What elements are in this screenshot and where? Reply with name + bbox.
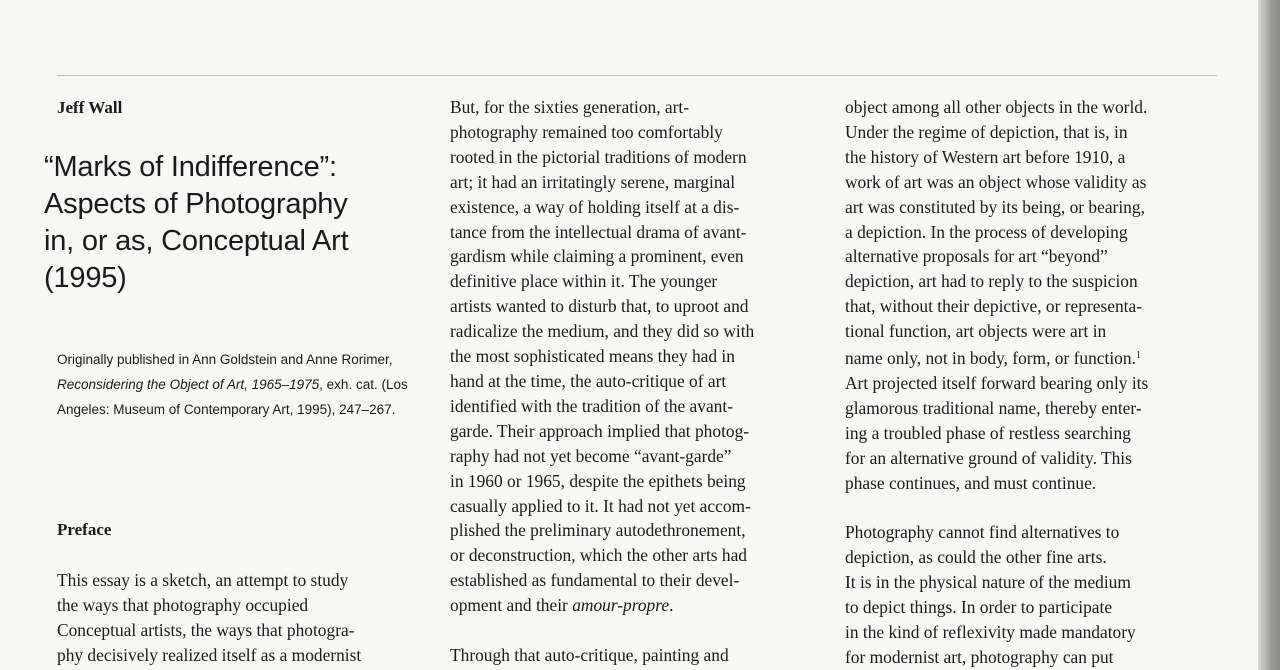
paragraph-gap — [450, 618, 825, 643]
text-line: art; it had an irritatingly serene, marginal — [450, 171, 736, 192]
right-column — [845, 95, 1225, 670]
title-line: Aspects of Photography — [44, 188, 348, 220]
text-line: tional function, art objects were art in — [845, 321, 1107, 342]
paragraph — [845, 95, 1225, 496]
text-line: a depiction. In the process of developing — [845, 221, 1128, 242]
text-line: This essay is a sketch, an attempt to study — [57, 570, 349, 590]
text-line: the history of Western art before 1910, a — [845, 146, 1126, 167]
text-line: the ways that photography occupied — [57, 594, 309, 615]
text-line: Photography cannot find alternatives to — [845, 522, 1120, 543]
text-line: art was constituted by its being, or bearing, — [845, 196, 1145, 217]
text-line: in the kind of reflexivity made mandatory — [845, 622, 1136, 643]
text-line: Through that auto-critique, painting and — [450, 644, 729, 665]
source-prefix: Originally published in Ann Goldstein and Anne Rorimer, — [57, 352, 393, 367]
text-line: But, for the sixties generation, art- — [450, 97, 690, 117]
text-line: object among all other objects in the world. — [845, 97, 1148, 117]
text-line: for an alternative ground of validity. This — [845, 447, 1132, 468]
title-line: in, or as, Conceptual Art — [44, 225, 349, 257]
text-line: established as fundamental to their devel- — [450, 570, 740, 591]
paragraph-gap — [845, 496, 1225, 521]
middle-column — [450, 95, 825, 668]
text-line: photography remained too comfortably — [450, 121, 723, 142]
text-line: Art projected itself forward bearing only its — [845, 372, 1149, 393]
paragraph — [845, 520, 1225, 669]
text-line: casually applied to it. It had not yet accom- — [450, 495, 751, 516]
text-line: to depict things. In order to participate — [845, 597, 1113, 618]
text-line: alternative proposals for art “beyond” — [845, 246, 1108, 267]
text-line: hand at the time, the auto-critique of art — [450, 370, 727, 391]
text-line: for modernist art, photography can put — [845, 646, 1114, 667]
text-line — [845, 344, 1225, 371]
text-run: opment and their — [450, 595, 573, 616]
paragraph — [450, 95, 825, 618]
text-line: work of art was an object whose validity as — [845, 171, 1147, 192]
text-line: artists wanted to disturb that, to uproot and — [450, 296, 749, 317]
text-run: name only, not in body, form, or function. — [845, 348, 1136, 369]
text-line: radicalize the medium, and they did so with — [450, 321, 755, 342]
text-line: that, without their depictive, or representa- — [845, 296, 1142, 317]
source-note — [57, 347, 432, 422]
text-line: phy decisively realized itself as a modernist — [57, 644, 362, 665]
text-line: ing a troubled phase of restless searching — [845, 422, 1131, 443]
text-line: in 1960 or 1965, despite the epithets being — [450, 470, 746, 491]
header-rule — [57, 75, 1217, 76]
paragraph — [450, 643, 825, 668]
text-line: the most sophisticated means they had in — [450, 346, 735, 367]
text-line: It is in the physical nature of the medium — [845, 572, 1131, 593]
italic-term: amour-propre — [572, 595, 670, 616]
text-line: or deconstruction, which the other arts had — [450, 545, 747, 566]
text-line — [450, 593, 825, 618]
source-suffix: , exh. cat. (Los Angeles: Museum of Contemporary Art, 1995), 247–267. — [57, 377, 408, 417]
title-line: “Marks of Indifference”: — [44, 151, 337, 183]
text-line: gardism while claiming a prominent, even — [450, 246, 744, 267]
footnote-mark: 1 — [1135, 350, 1141, 362]
text-line: garde. Their approach implied that photog- — [450, 420, 750, 441]
preface-paragraph — [57, 568, 427, 668]
text-line: depiction, art had to reply to the suspicion — [845, 271, 1138, 292]
text-line: glamorous traditional name, thereby enter- — [845, 397, 1142, 418]
text-line: identified with the tradition of the avant- — [450, 395, 733, 416]
text-line: depiction, as could the other fine arts. — [845, 547, 1107, 568]
essay-title — [44, 149, 434, 297]
text-line: phase continues, and must continue. — [845, 472, 1097, 493]
page-edge-shadow — [1258, 0, 1280, 670]
text-line: definitive place within it. The younger — [450, 271, 718, 292]
source-book-title: Reconsidering the Object of Art, 1965–1975 — [57, 377, 320, 392]
author-name: Jeff Wall — [57, 98, 123, 117]
text-line: Under the regime of depiction, that is, in — [845, 121, 1128, 142]
text-line: raphy had not yet become “avant-garde” — [450, 445, 732, 466]
text-line: plished the preliminary autodethronement, — [450, 520, 746, 541]
title-line: (1995) — [44, 262, 127, 294]
text-run: . — [669, 595, 674, 616]
preface-heading: Preface — [57, 520, 112, 539]
text-line: tance from the intellectual drama of avant- — [450, 221, 747, 242]
text-line: rooted in the pictorial traditions of modern — [450, 146, 747, 167]
text-line: Conceptual artists, the ways that photogra- — [57, 619, 355, 640]
text-line: existence, a way of holding itself at a dis- — [450, 196, 740, 217]
